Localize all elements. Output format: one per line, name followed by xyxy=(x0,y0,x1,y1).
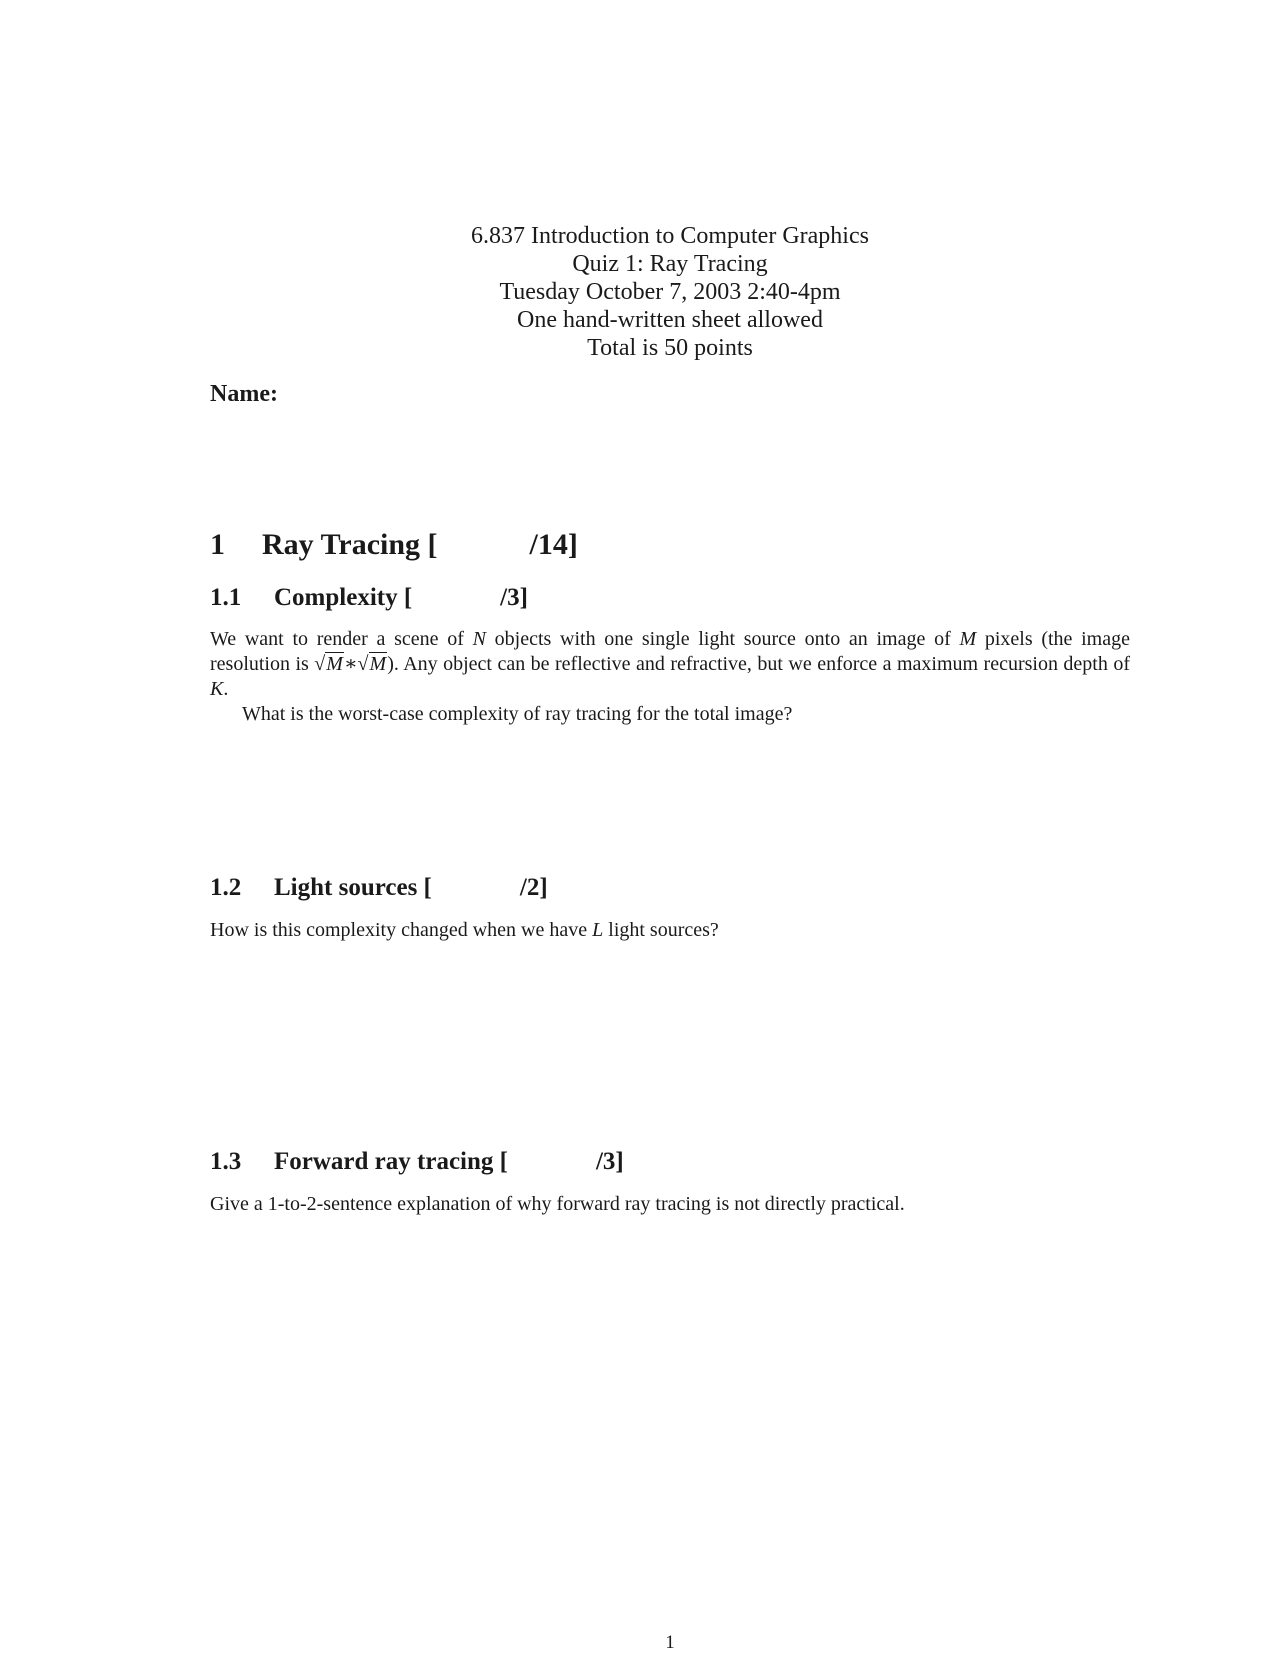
allowed-materials: One hand-written sheet allowed xyxy=(517,307,823,333)
document-header xyxy=(0,222,1280,362)
course-title: 6.837 Introduction to Computer Graphics xyxy=(471,223,869,249)
var-n: N xyxy=(472,628,486,650)
subsection-number: 1.1 xyxy=(210,584,242,611)
subsection-1-2-heading xyxy=(210,874,548,902)
subsection-title: Light sources [ xyxy=(274,874,432,901)
sqrt-expression: √M∗√M xyxy=(314,653,387,675)
subsection-score: /3] xyxy=(595,1148,624,1175)
subsection-number: 1.3 xyxy=(210,1148,242,1175)
quiz-date: Tuesday October 7, 2003 2:40-4pm xyxy=(499,279,841,305)
quiz-title: Quiz 1: Ray Tracing xyxy=(572,251,768,277)
var-k: K xyxy=(210,678,224,700)
subsection-score: /2] xyxy=(519,874,548,901)
section-title: Ray Tracing [ xyxy=(262,528,438,561)
var-l: L xyxy=(592,919,604,941)
complexity-problem-text: We want to render a scene of N objects with one single light source onto an image of M pixels (the image resolution is √M∗√M). Any object can be reflective and refractive, but we enforce a maximum recursion depth of K. What is the worst-case complexity of ray tracing for the total image? xyxy=(210,628,1130,725)
page-number: 1 xyxy=(665,1632,675,1653)
forward-ray-tracing-question: Give a 1-to-2-sentence explanation of why forward ray tracing is not directly practical. xyxy=(210,1193,905,1215)
subsection-1-1-heading xyxy=(210,584,528,612)
subsection-title: Complexity [ xyxy=(274,584,413,611)
section-1-heading xyxy=(210,528,578,562)
subsection-number: 1.2 xyxy=(210,874,242,901)
subsection-title: Forward ray tracing [ xyxy=(274,1148,508,1175)
light-sources-question: How is this complexity changed when we have L light sources? xyxy=(210,919,719,941)
complexity-question: What is the worst-case complexity of ray tracing for the total image? xyxy=(242,703,793,725)
section-score: /14] xyxy=(529,528,578,561)
section-number: 1 xyxy=(210,528,225,561)
name-label: Name: xyxy=(210,381,278,407)
subsection-1-3-heading xyxy=(210,1148,624,1176)
total-points: Total is 50 points xyxy=(587,335,753,361)
var-m: M xyxy=(959,628,977,650)
subsection-score: /3] xyxy=(500,584,528,611)
